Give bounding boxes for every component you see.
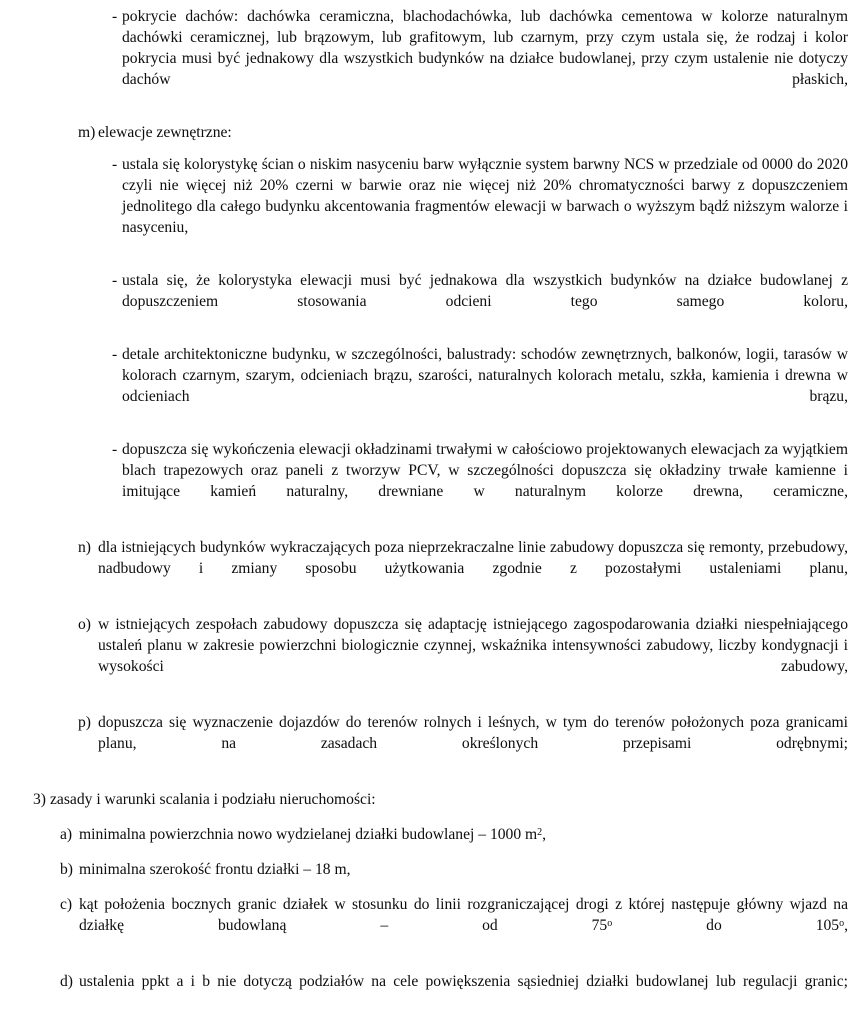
list-marker: o) — [78, 616, 91, 633]
list-marker: m) — [78, 124, 96, 141]
list-item-text: ustalenia ppkt a i b nie dotyczą podziałów na cele powiększenia sąsiedniej działki budowlanej lub regulacji granic; — [79, 973, 848, 990]
list-item-text: elewacje zewnętrzne: — [98, 124, 232, 141]
list-item-text: minimalna powierzchnia nowo wydzielanej działki budowlanej – 1000 $m^2$, — [79, 826, 547, 843]
list-item-text: w istniejących zespołach zabudowy dopuszcza się adaptację istniejącego zagospodarowania działki niespełniającego ustaleń planu w zakresie powierzchni biologicznie czynnej, wskaźnika intensywności zabudowy, liczby kondygnacji i wysokości zabudowy, — [98, 616, 848, 675]
list-item-text: pokrycie dachów: dachówka ceramiczna, blachodachówka, lub dachówka cementowa w kolorze naturalnym dachówki ceramicznej, lub brązowym, lub grafitowym, lub czarnym, przy czym ustala się, że rodzaj i kolor pokrycia musi być jednakowy dla wszystkich budynków na działce budowlanej, przy czym ustalenie nie dotyczy dachów płaskich, — [122, 8, 848, 88]
list-item-text: dla istniejących budynków wykraczających poza nieprzekraczalne linie zabudowy dopuszcza się remonty, przebudowy, nadbudowy i zmiany sposobu użytkowania zgodnie z pozostałymi ustaleniami planu, — [98, 539, 848, 577]
list-marker: 3) — [33, 791, 46, 808]
list-item-text: detale architektoniczne budynku, w szczególności, balustrady: schodów zewnętrznych, balkonów, logii, tarasów w kolorach czarnym, szarym, odcieniach brązu, szarości, naturalnych kolorach metalu, szkła, kamienia i drewna w odcieniach brązu, — [122, 346, 848, 405]
list-item-d-subpoint-exemptions — [17, 971, 848, 1013]
list-item-m-external-facades — [17, 122, 848, 143]
list-marker: - — [112, 346, 118, 363]
list-item-n-existing-buildings — [17, 537, 848, 600]
list-item-text: kąt położenia bocznych granic działek w stosunku do linii rozgraniczającej drogi z której następuje główny wjazd na działkę budowlaną – od 75$^o$ do 105$^o$, — [79, 896, 848, 934]
list-marker: n) — [78, 539, 91, 556]
list-marker: a) — [60, 826, 73, 843]
list-marker: - — [112, 8, 118, 25]
list-marker: - — [112, 272, 118, 289]
list-item-text: dopuszcza się wykończenia elewacji okładzinami trwałymi w całościowo projektowanych elewacjach za wyjątkiem blach trapezowych oraz paneli z tworzyw PCV, w szczególności dopuszcza się okładziny trwałe kamienne i imitujące kamień naturalny, drewniane w naturalnym kolorze drewna, ceramiczne, — [122, 441, 848, 500]
list-item-o-building-complexes — [17, 614, 848, 698]
list-item-text: ustala się, że kolorystyka elewacji musi być jednakowa dla wszystkich budynków na działce budowlanej z dopuszczeniem stosowania odcieni tego samego koloru, — [122, 272, 848, 310]
list-item-text: minimalna szerokość frontu działki – 18 m, — [79, 861, 351, 878]
list-marker: d) — [60, 973, 73, 990]
list-item-text: dopuszcza się wyznaczenie dojazdów do terenów rolnych i leśnych, w tym do terenów położonych poza granicami planu, na zasadach określonych przepisami odrębnymi; — [98, 714, 848, 752]
list-item-dash-uniform-colors — [17, 270, 848, 333]
list-item-dash-architectural-details — [17, 344, 848, 428]
list-item-c-boundary-angle — [17, 894, 848, 957]
list-marker: b) — [60, 861, 73, 878]
list-item-text: zasady i warunki scalania i podziału nieruchomości: — [50, 791, 376, 808]
list-item-a-minimum-plot-area — [17, 824, 848, 845]
list-item-text: ustala się kolorystykę ścian o niskim nasyceniu barw wyłącznie system barwny NCS w przedziale od 0000 do 2020 czyli nie więcej niż 20% czerni w barwie oraz nie więcej niż 20% chromatyczności barwy z dopuszczeniem jednolitego dla całego budynku akcentowania fragmentów elewacji w barwach o wyższym bądź niższym walorze i nasyceniu, — [122, 156, 848, 236]
list-item-dash-facade-cladding — [17, 439, 848, 523]
list-marker: - — [112, 156, 118, 173]
list-marker: c) — [60, 896, 73, 913]
list-item-p-access-roads — [17, 712, 848, 775]
list-item-3-merger-division-rules — [17, 789, 848, 810]
list-item-dash-ncs-color-system — [17, 154, 848, 259]
list-marker: p) — [78, 714, 91, 731]
list-item-dash-roof-covering — [17, 6, 848, 111]
list-marker: - — [112, 441, 118, 458]
list-item-b-minimum-frontage — [17, 859, 848, 880]
